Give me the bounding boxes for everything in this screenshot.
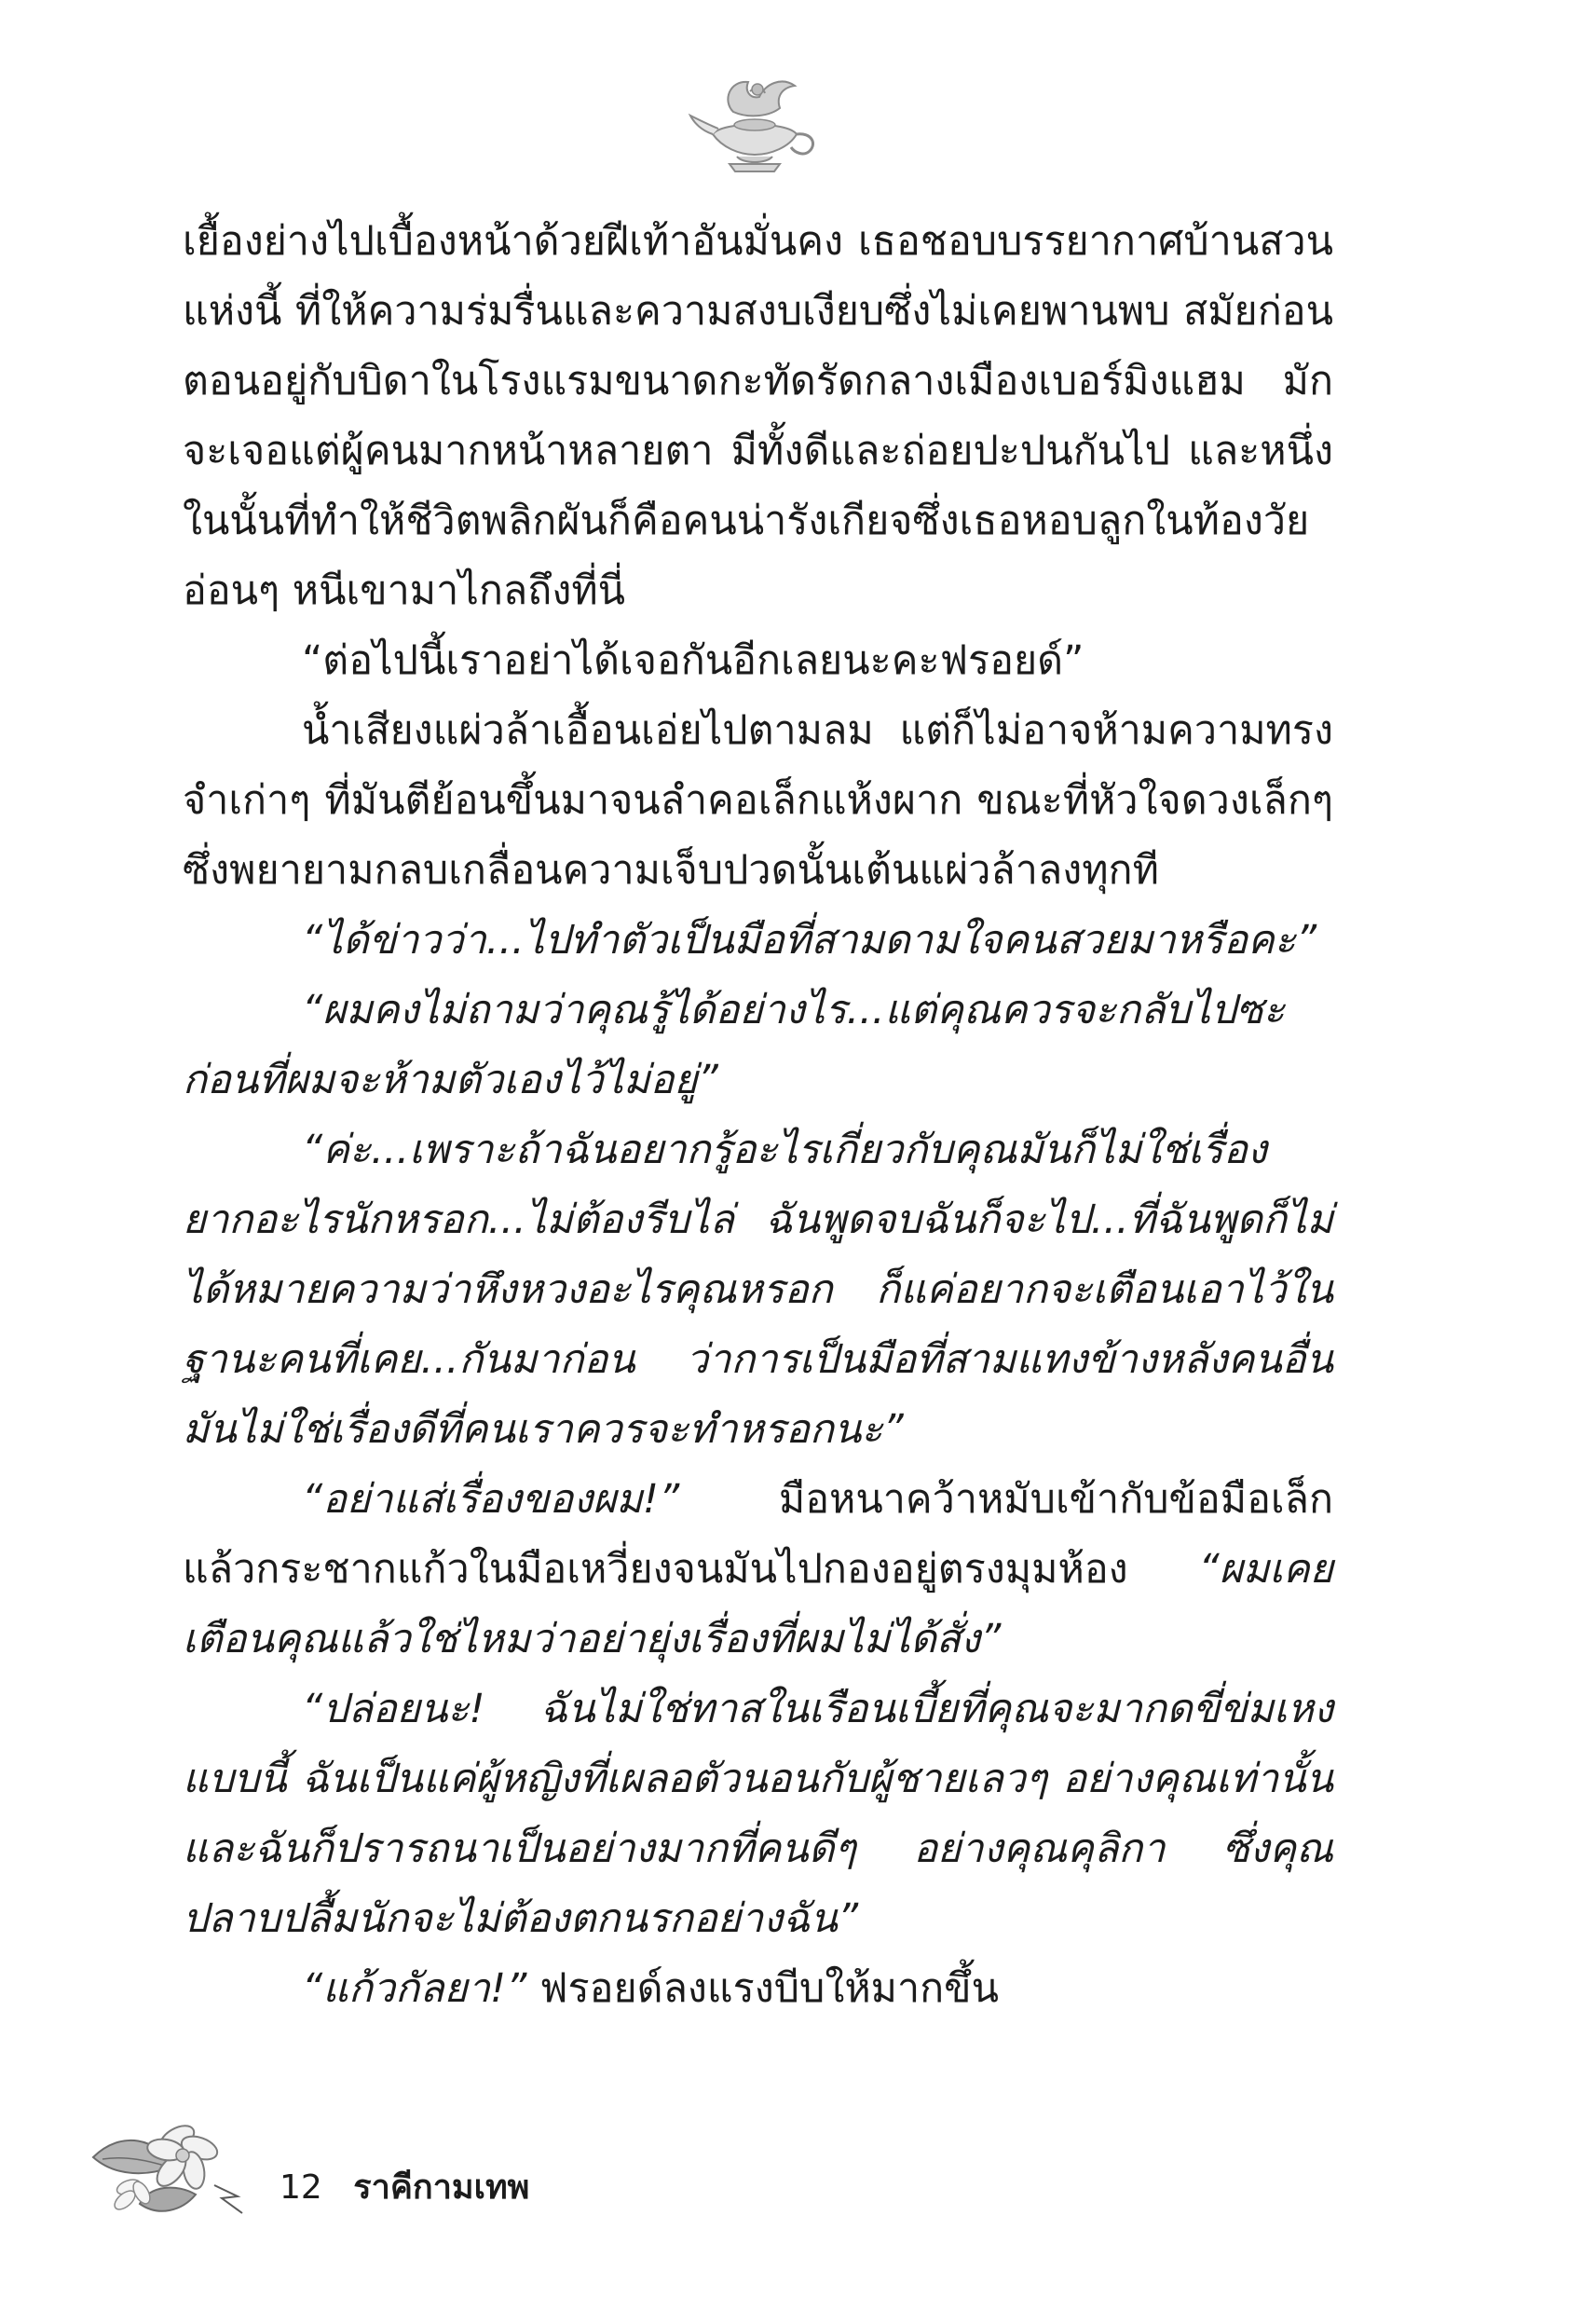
narration: ฟรอยด์ลงแรงบีบให้มากขึ้น bbox=[526, 1965, 999, 2012]
page-number: 12 bbox=[280, 2168, 322, 2207]
book-title: ราคีกามเทพ bbox=[353, 2168, 530, 2207]
paragraph-1: เยื้องย่างไปเบื้องหน้าด้วยฝีเท้าอันมั่นคง เธอชอบบรรยากาศบ้านสวนแห่งนี้ ที่ให้ความร่มรื่นและความสงบเงียบซึ่งไม่เคยพานพบ สมัยก่อนตอนอยู่กับบิดาในโรงแรมขนาดกะทัดรัดกลางเมืองเบอร์มิงแฮม มักจะเจอแต่ผู้คนมากหน้าหลายตา มีทั้งดีและถ่อยปะปนกันไป และหนึ่งในนั้นที่ทำให้ชีวิตพลิกผันก็คือคนน่ารังเกียจซึ่งเธอหอบลูกในท้องวัยอ่อนๆ หนีเขามาไกลถึงที่นี่ bbox=[183, 218, 1333, 614]
dialogue-italic: “อย่าแส่เรื่องของผม!” bbox=[302, 1476, 680, 1523]
page-footer bbox=[280, 2160, 529, 2213]
genie-lamp-ornament-icon bbox=[685, 54, 825, 194]
paragraph-6: “ค่ะ...เพราะถ้าฉันอยากรู้อะไรเกี่ยวกับคุณมันก็ไม่ใช่เรื่องยากอะไรนักหรอก...ไม่ต้องรีบไล่ ฉันพูดจบฉันก็จะไป...ที่ฉันพูดก็ไม่ได้หมายความว่าหึงหวงอะไรคุณหรอก ก็แค่อยากจะเตือนเอาไว้ในฐานะคนที่เคย...กันมาก่อน ว่าการเป็นมือที่สามแทงข้างหลังคนอื่นมันไม่ใช่เรื่องดีที่คนเราควรจะทำหรอกนะ” bbox=[183, 1127, 1333, 1453]
paragraph-4: “ได้ข่าวว่า...ไปทำตัวเป็นมือที่สามดามใจคนสวยมาหรือคะ” bbox=[302, 917, 1317, 964]
paragraph-2: “ต่อไปนี้เราอย่าได้เจอกันอีกเลยนะคะฟรอยด์” bbox=[302, 637, 1084, 684]
body-text bbox=[183, 207, 1333, 2024]
dialogue-italic: “ผมเคยเตือนคุณแล้วใช่ไหมว่าอย่ายุ่งเรื่องที่ผมไม่ได้สั่ง” bbox=[183, 1546, 1333, 1662]
paragraph-8: “ปล่อยนะ! ฉันไม่ใช่ทาสในเรือนเบี้ยที่คุณจะมากดขี่ข่มเหงแบบนี้ ฉันเป็นแค่ผู้หญิงที่เผลอตัวนอนกับผู้ชายเลวๆ อย่างคุณเท่านั้นและฉันก็ปรารถนาเป็นอย่างมากที่คนดีๆ อย่างคุณคุลิกา ซึ่งคุณปลาบปลื้มนักจะไม่ต้องตกนรกอย่างฉัน” bbox=[183, 1686, 1333, 1942]
paragraph-3: น้ำเสียงแผ่วล้าเอื้อนเอ่ยไปตามลม แต่ก็ไม่อาจห้ามความทรงจำเก่าๆ ที่มันตีย้อนขึ้นมาจนลำคอเล็กแห้งผาก ขณะที่หัวใจดวงเล็กๆ ซึ่งพยายามกลบเกลื่อนความเจ็บปวดนั้นเต้นแผ่วล้าลงทุกที bbox=[183, 707, 1333, 894]
paragraph-5: “ผมคงไม่ถามว่าคุณรู้ได้อย่างไร...แต่คุณควรจะกลับไปซะ ก่อนที่ผมจะห้ามตัวเองไว้ไม่อยู่” bbox=[183, 987, 1286, 1103]
frangipani-flower-icon bbox=[84, 2101, 247, 2232]
paragraph-7 bbox=[183, 1465, 1333, 1675]
narration: มือหนาคว้าหมับเข้ากับข้อมือเล็กแล้วกระชากแก้วในมือเหวี่ยงจนมันไปกองอยู่ตรงมุมห้อง bbox=[183, 1476, 1333, 1593]
paragraph-9 bbox=[183, 1954, 1333, 2024]
dialogue-italic: “แก้วกัลยา!” bbox=[302, 1965, 527, 2012]
